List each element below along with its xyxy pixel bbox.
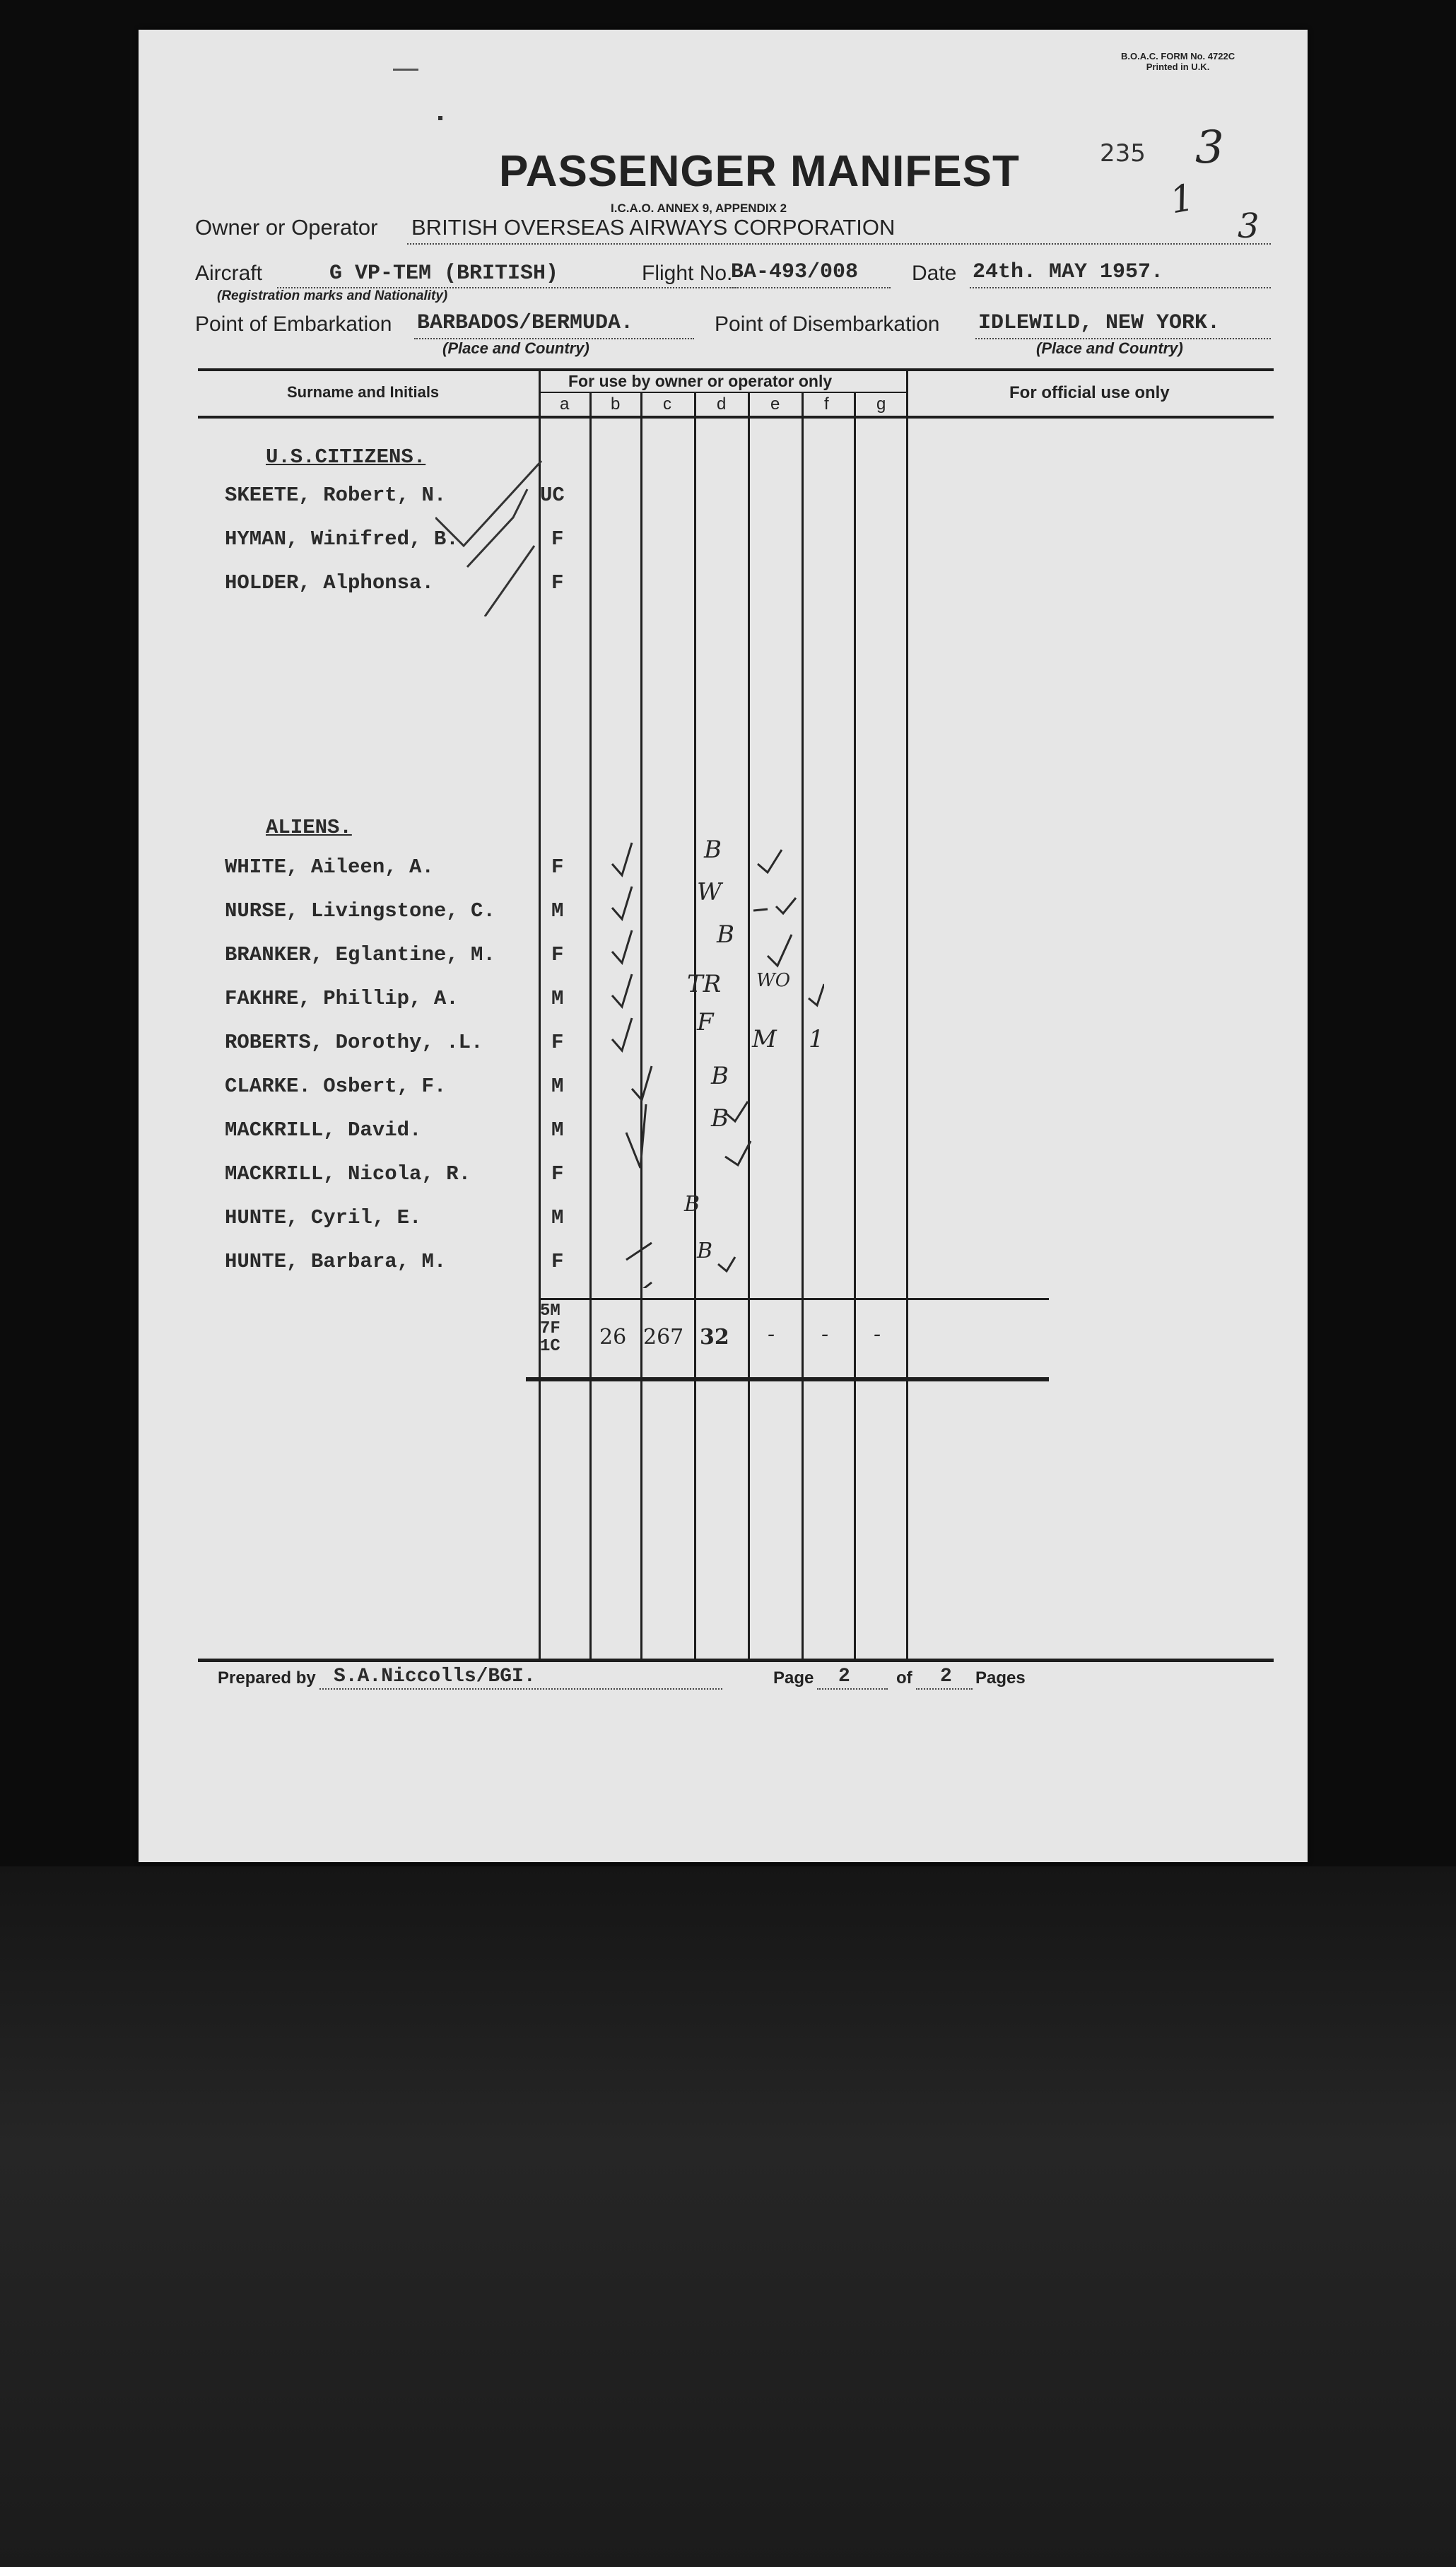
us-entries-checkmarks bbox=[435, 447, 563, 616]
table-row-name: HYMAN, Winifred, B. bbox=[225, 527, 459, 551]
table-row-name: MACKRILL, Nicola, R. bbox=[225, 1162, 471, 1186]
table-bottom-rule bbox=[198, 1659, 1274, 1662]
col-a-header: a bbox=[560, 394, 570, 414]
table-row-col-d: B bbox=[684, 1192, 700, 1217]
aircraft-label: Aircraft bbox=[195, 262, 263, 285]
form-number-line: B.O.A.C. FORM No. 4722C bbox=[1121, 51, 1235, 62]
totals-col-e: - bbox=[768, 1322, 775, 1347]
col-f-header: f bbox=[824, 394, 829, 414]
table-row-col-a: F bbox=[551, 1250, 564, 1273]
table-row-col-a: M bbox=[551, 899, 564, 923]
totals-males: 5M bbox=[540, 1302, 560, 1321]
totals-col-f: - bbox=[821, 1322, 829, 1347]
col-d-header: d bbox=[717, 394, 727, 414]
owner-value: BRITISH OVERSEAS AIRWAYS CORPORATION bbox=[411, 215, 896, 240]
embark-note: (Place and Country) bbox=[442, 339, 589, 357]
handwritten-checkmarks bbox=[591, 836, 824, 1288]
document-title: PASSENGER MANIFEST bbox=[499, 147, 1020, 196]
col-c-header: c bbox=[663, 394, 671, 414]
totals-children: 1C bbox=[540, 1337, 560, 1356]
table-row-col-a: F bbox=[551, 1031, 564, 1054]
col-group-header: For use by owner or operator only bbox=[568, 372, 833, 390]
handwritten-margin-mark-3: 3 bbox=[1238, 206, 1260, 246]
table-top-rule bbox=[198, 368, 1274, 371]
table-row-col-d: B bbox=[697, 1239, 713, 1263]
of-underline bbox=[916, 1688, 973, 1690]
table-row-col-a: UC bbox=[540, 484, 565, 507]
col-surname-header: Surname and Initials bbox=[287, 383, 440, 401]
col-official-header: For official use only bbox=[1009, 383, 1170, 402]
form-number bbox=[1121, 51, 1235, 72]
table-row-col-a: M bbox=[551, 1075, 564, 1098]
date-value: 24th. MAY 1957. bbox=[973, 260, 1164, 284]
handwritten-margin-mark-2: 1 bbox=[1167, 176, 1198, 223]
film-background bbox=[0, 1866, 1456, 2567]
table-row-col-d: B bbox=[711, 1062, 729, 1090]
table-row-col-a: F bbox=[551, 527, 564, 551]
aircraft-value: G VP-TEM (BRITISH) bbox=[329, 262, 559, 286]
totals-col-d: 32 bbox=[700, 1325, 729, 1350]
of-value: 2 bbox=[940, 1666, 952, 1688]
document-subtitle: I.C.A.O. ANNEX 9, APPENDIX 2 bbox=[611, 201, 787, 215]
table-row-col-a: M bbox=[551, 987, 564, 1010]
table-row-name: WHITE, Aileen, A. bbox=[225, 855, 434, 879]
of-label: of bbox=[896, 1668, 912, 1688]
owner-label: Owner or Operator bbox=[195, 215, 378, 240]
table-row-col-d: TR bbox=[687, 970, 722, 998]
handwritten-margin-mark-1: 3 bbox=[1195, 122, 1224, 174]
table-row-col-a: M bbox=[551, 1206, 564, 1229]
section-us-citizens: U.S.CITIZENS. bbox=[266, 445, 426, 469]
table-row-col-d: W bbox=[697, 878, 722, 906]
page-value: 2 bbox=[838, 1666, 850, 1688]
disembark-note: (Place and Country) bbox=[1036, 339, 1183, 357]
table-row-name: HUNTE, Barbara, M. bbox=[225, 1250, 447, 1273]
table-row-name: HOLDER, Alphonsa. bbox=[225, 571, 434, 595]
owner-underline bbox=[407, 243, 1271, 245]
handwritten-page-ref: 235 bbox=[1100, 139, 1146, 168]
disembark-value: IDLEWILD, NEW YORK. bbox=[978, 311, 1221, 335]
date-label: Date bbox=[912, 262, 957, 285]
table-row-col-d: F bbox=[697, 1008, 714, 1036]
table-row-name: HUNTE, Cyril, E. bbox=[225, 1206, 422, 1229]
table-row-col-a: M bbox=[551, 1118, 564, 1142]
table-row-col-f: 1 bbox=[809, 1025, 824, 1053]
col-b-header: b bbox=[611, 394, 621, 414]
table-row-col-a: F bbox=[551, 571, 564, 595]
pages-label: Pages bbox=[975, 1668, 1026, 1688]
disembark-label: Point of Disembarkation bbox=[715, 312, 940, 336]
table-row-col-d: B bbox=[704, 836, 722, 864]
page-label: Page bbox=[773, 1668, 814, 1688]
registration-note: (Registration marks and Nationality) bbox=[217, 288, 448, 303]
table-row-name: BRANKER, Eglantine, M. bbox=[225, 943, 495, 966]
col-line-fg bbox=[854, 393, 856, 1660]
stamp-mark bbox=[393, 69, 418, 71]
table-row-name: MACKRILL, David. bbox=[225, 1118, 422, 1142]
table-row-name: NURSE, Livingstone, C. bbox=[225, 899, 495, 923]
table-row-col-a: F bbox=[551, 855, 564, 879]
totals-col-b: 26 bbox=[599, 1325, 627, 1350]
table-row-col-e: WO bbox=[756, 970, 791, 991]
col-e-header: e bbox=[770, 394, 780, 414]
flight-underline bbox=[729, 287, 891, 288]
table-row-col-d: B bbox=[717, 920, 734, 949]
prepared-by-underline bbox=[319, 1688, 722, 1690]
embark-value: BARBADOS/BERMUDA. bbox=[417, 311, 634, 335]
totals-col-c: 267 bbox=[643, 1325, 684, 1350]
flight-label: Flight No. bbox=[642, 262, 733, 285]
col-line-g-right bbox=[906, 370, 908, 1660]
table-row-name: ROBERTS, Dorothy, .L. bbox=[225, 1031, 483, 1054]
section-aliens: ALIENS. bbox=[266, 816, 352, 839]
date-underline bbox=[970, 287, 1271, 288]
prepared-by-label: Prepared by bbox=[218, 1668, 316, 1688]
table-row-name: CLARKE. Osbert, F. bbox=[225, 1075, 447, 1098]
table-row-name: FAKHRE, Phillip, A. bbox=[225, 987, 459, 1010]
manifest-document bbox=[139, 30, 1308, 1862]
totals-col-a bbox=[540, 1302, 560, 1355]
page-underline bbox=[817, 1688, 888, 1690]
col-g-header: g bbox=[876, 394, 886, 414]
table-row-col-a: F bbox=[551, 1162, 564, 1186]
prepared-by-value: S.A.Niccolls/BGI. bbox=[334, 1666, 536, 1688]
table-row-name: SKEETE, Robert, N. bbox=[225, 484, 447, 507]
embark-label: Point of Embarkation bbox=[195, 312, 392, 336]
group-header-rule bbox=[540, 392, 908, 393]
totals-col-g: - bbox=[874, 1322, 881, 1347]
dot-mark bbox=[438, 116, 442, 120]
table-header-rule bbox=[198, 416, 1274, 419]
flight-value: BA-493/008 bbox=[731, 260, 859, 284]
form-printed-line: Printed in U.K. bbox=[1146, 62, 1210, 72]
table-row-col-a: F bbox=[551, 943, 564, 966]
table-row-col-e: M bbox=[752, 1025, 777, 1053]
totals-bottom-rule bbox=[526, 1377, 1049, 1381]
table-row-col-d: B bbox=[711, 1104, 729, 1133]
totals-females: 7F bbox=[540, 1319, 560, 1338]
totals-top-rule bbox=[539, 1298, 1049, 1300]
